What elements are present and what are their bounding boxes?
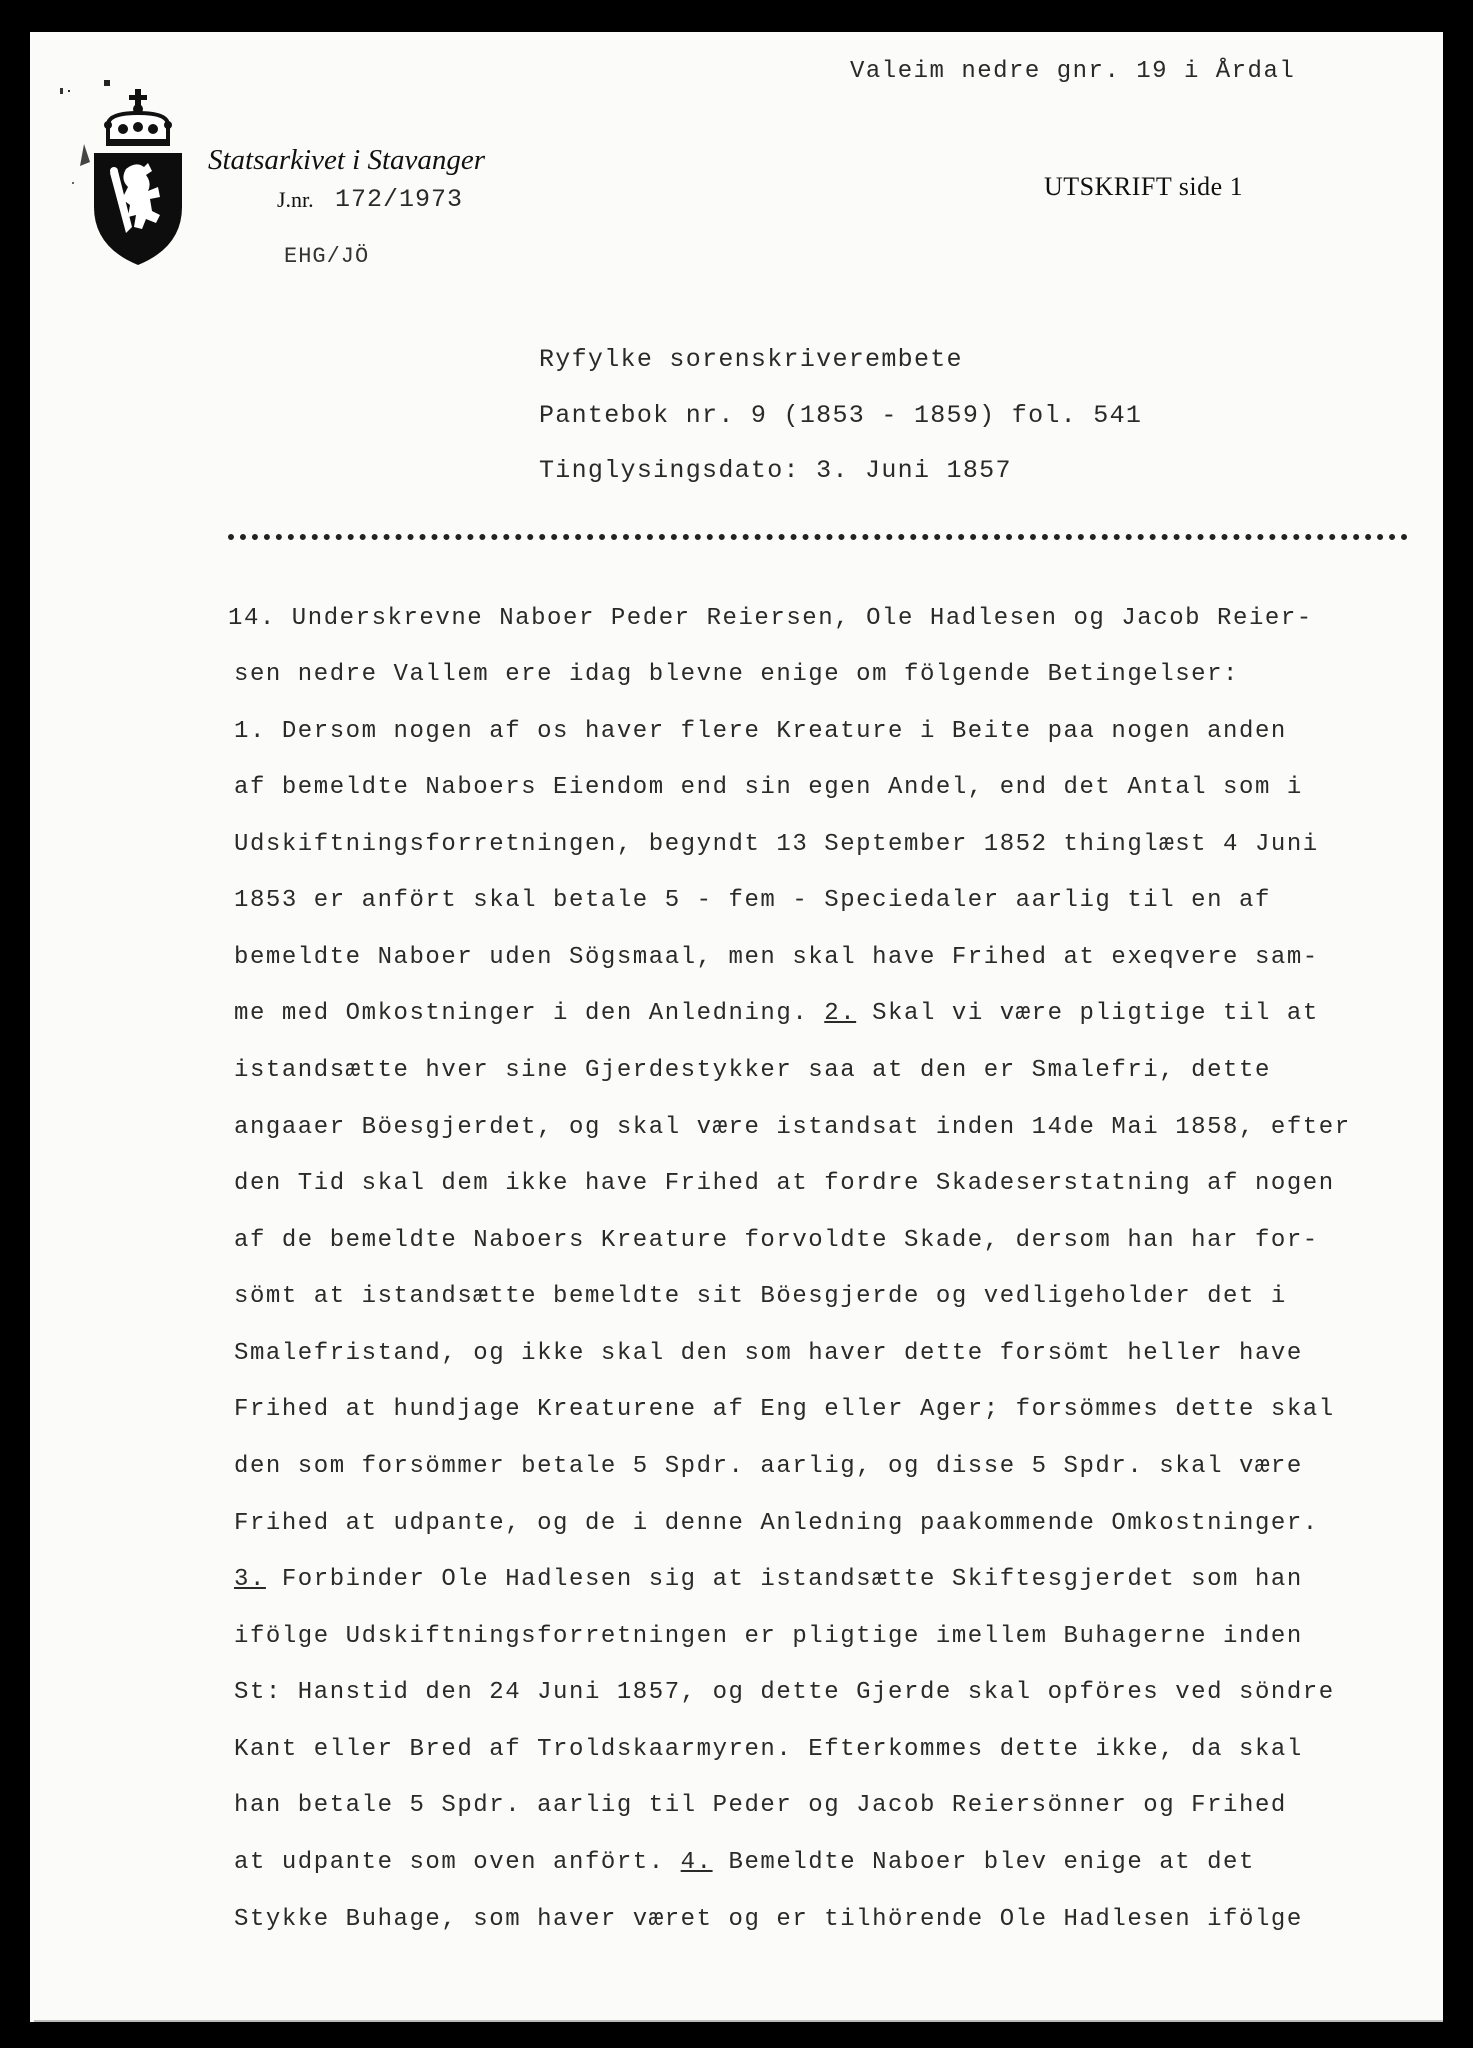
text-line: Kant eller Bred af Troldskaarmyren. Efterkommes dette ikke, da skal: [234, 1736, 1303, 1763]
text-line: 1853 er anfört skal betale 5 - fem - Speciedaler aarlig til en af: [234, 887, 1271, 914]
text-line: den Tid skal dem ikke have Frihed at fordre Skadeserstatning af nogen: [234, 1170, 1335, 1197]
clerk-initials: EHG/JÖ: [284, 244, 370, 269]
text-line: den som forsömmer betale 5 Spdr. aarlig, og disse 5 Spdr. skal være: [234, 1453, 1303, 1480]
text-line: Stykke Buhage, som haver været og er tilhörende Ole Hadlesen ifölge: [234, 1906, 1303, 1933]
text-line: [234, 1000, 1319, 1027]
text-line: [234, 1566, 1303, 1593]
journal-number-label: J.nr.: [277, 187, 314, 212]
text-segment: Forbinder Ole Hadlesen sig at istandsætte Skiftesgjerdet som han: [281, 1566, 1303, 1593]
text-line: angaaer Böesgjerdet, og skal være istandsat inden 14de Mai 1858, efter: [234, 1114, 1351, 1141]
text-line: bemeldte Naboer uden Sögsmaal, men skal have Frihed at exeqvere sam-: [234, 944, 1319, 971]
registration-date: Tinglysingsdato: 3. Juni 1857: [539, 456, 1012, 485]
transcript-page-label: UTSKRIFT side 1: [1044, 172, 1244, 201]
text-segment: Bemeldte Naboer blev enige at det: [728, 1849, 1255, 1876]
text-line: sen nedre Vallem ere idag blevne enige om fölgende Betingelser:: [234, 661, 1239, 688]
page-edge: [34, 2020, 1443, 2022]
court-district: Ryfylke sorenskriverembete: [539, 345, 963, 374]
text-segment: me med Omkostninger i den Anledning.: [234, 1000, 809, 1027]
text-line: af bemeldte Naboers Eiendom end sin egen Andel, end det Antal som i: [234, 774, 1303, 801]
clause-number: 3.: [234, 1566, 266, 1593]
text-line: ifölge Udskiftningsforretningen er pligtige imellem Buhagerne inden: [234, 1623, 1303, 1650]
document-page: [30, 32, 1443, 2022]
text-line: Frihed at hundjage Kreaturene af Eng eller Ager; forsömmes dette skal: [234, 1396, 1335, 1423]
text-line: Frihed at udpante, og de i denne Anledning paakommende Omkostninger.: [234, 1510, 1319, 1537]
clause-number: 2.: [824, 1000, 857, 1027]
journal-number-value: 172/1973: [335, 185, 464, 214]
text-line: 14. Underskrevne Naboer Peder Reiersen, Ole Hadlesen og Jacob Reier-: [228, 605, 1313, 632]
text-line: St: Hanstid den 24 Juni 1857, og dette Gjerde skal opföres ved söndre: [234, 1679, 1335, 1706]
text-line: Udskiftningsforretningen, begyndt 13 September 1852 thinglæst 4 Juni: [234, 831, 1319, 858]
archive-name: Statsarkivet i Stavanger: [208, 144, 486, 176]
text-line: han betale 5 Spdr. aarlig til Peder og Jacob Reiersönner og Frihed: [234, 1792, 1287, 1819]
norwegian-coat-of-arms-icon: [88, 87, 188, 267]
text-segment: Skal vi være pligtige til at: [872, 1000, 1319, 1027]
text-line: af de bemeldte Naboers Kreature forvoldte Skade, dersom han har for-: [234, 1227, 1319, 1254]
text-line: sömt at istandsætte bemeldte sit Böesgjerde og vedligeholder det i: [234, 1283, 1287, 1310]
text-line: Smalefristand, og ikke skal den som haver dette forsömt heller have: [234, 1340, 1303, 1367]
text-line: 1. Dersom nogen af os haver flere Kreature i Beite paa nogen anden: [234, 718, 1287, 745]
mortgage-book-reference: Pantebok nr. 9 (1853 - 1859) fol. 541: [539, 401, 1143, 430]
property-reference: Valeim nedre gnr. 19 i Årdal: [850, 58, 1296, 85]
text-line: istandsætte hver sine Gjerdestykker saa at den er Smalefri, dette: [234, 1057, 1271, 1084]
text-line: [234, 1849, 1255, 1876]
dotted-separator: [228, 534, 1408, 540]
clause-number: 4.: [680, 1849, 713, 1876]
text-segment: at udpante som oven anfört.: [234, 1849, 665, 1876]
